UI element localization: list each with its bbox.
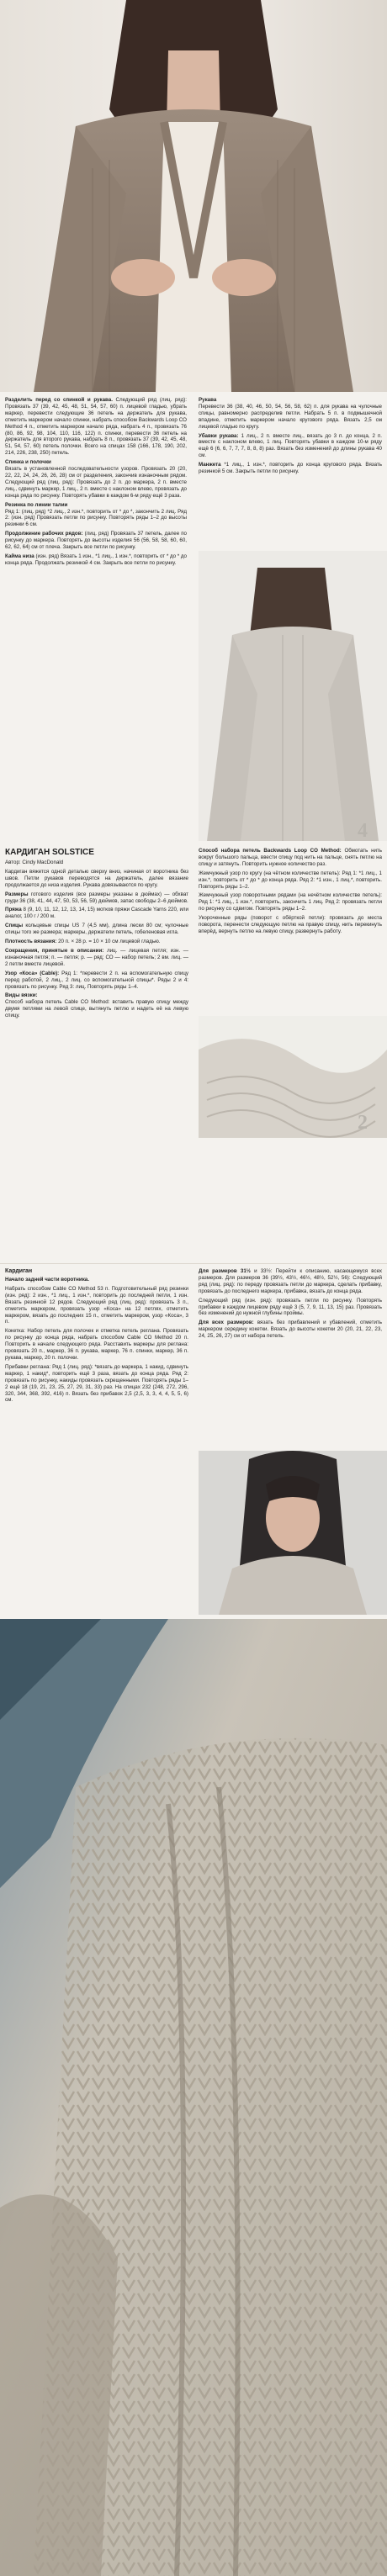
yarn-text: 8 (9, 10, 11, 12, 12, 13, 14, 15) мотков пряжи Cascade Yarns 220, или аналог, 100 г / 200 м. [5,907,188,920]
section1-left-text: Следующий ряд (лиц. ряд): Провязать 37 (39, 42, 45, 48, 51, 54, 57, 60) п. лицевой гладью, убрать маркер, перевести следующие 36 петель на держатель для рукава, отметить маркером начало спинки, набрать способом Backwards Loop CO Method 4 п., отметить маркером начало ряда, набрать 4 п., провязать 76 (80, 86, 92, 98, 104, 110, 116, 122) п. спинки, перевести 36 петель на держатель для второго рукава, набрать 8 п., провязать 37 (39, 42, 45, 48, 51, 54, 57, 60) петель полочки. Всего на спицах 158 (166, 178, 190, 202, 214, 226, 238, 250) петель. [5,397,187,457]
abbr-heading: Сокращения, принятые в описании: [5,947,104,954]
knit-texture-photo [0,1619,387,2576]
all-sizes-heading: Для всех размеров: [199,1320,254,1326]
cable-heading: Узор «Коса» (Cable): [5,970,60,976]
manzheta-text: *1 лиц., 1 изн.*, повторить до конца кругового ряда. Вязать резинкой 5 см. Закрыть петли по рисунку. [199,462,382,475]
section1-left-heading: Разделить перед со спинкой и рукава. [5,397,113,403]
increase-text: Следующий ряд (изн. ряд): провязать петли по рисунку. Повторять прибавки в каждом лицевом ряду ещё 3 (5, 7, 9, 11, 13, 15) раз. Провязать без изменений до нужной глубины проймы. [199,1297,382,1317]
pattern-title: КАРДИГАН SOLSTICE [5,848,94,857]
kaima-heading: Кайма низа [5,553,34,559]
cable-text: Ряд 1: *перевести 2 п. на вспомогательную спицу перед работой, 2 лиц., 2 лиц. со вспомогательной спицы*. Ряды 2 и 4: провязать по рисунку. Ряд 3: лиц. Повторять ряды 1–4. [5,970,188,990]
section3-right-column [199,1268,382,1445]
final-text: (лиц. ряд) Провязать 37 петель, далее по рисунку до маркера. Повторять до высоты изделия 56 (56, 58, 58, 60, 60, 62, 62, 64) см от плеча. Закрыть все петли по рисунку. [5,531,187,551]
manzheta-heading: Манжета [199,462,221,468]
kaima-text: (изн. ряд) Вязать 1 изн., *1 лиц., 1 изн.*, повторить от * до * до конца ряда. Продолжать резинкой 4 см. Закрыть все петли по рисунку. [5,553,187,566]
sizes-text: готового изделия (все размеры указаны в дюймах) — обхват груди 36 (38, 41, 44, 47, 50, 53, 56, 59) дюймов, запас свободы 2–6 дюймов. [5,891,188,904]
all-sizes-text: вязать без прибавлений и убавлений, отметить маркером середину кокетки. Вязать до высоты кокетки 20 (20, 21, 22, 23, 24, 25, 26, 27) см от набора петель. [199,1320,382,1340]
abbr-text: лиц. — лицевая петля; изн. — изнаночная петля; п. — петля; р. — ряд; СО — набор петель; 2 вм. лиц. — 2 петли вместе лицевой. [5,947,188,967]
right-text-2: Жемчужный узор по кругу (на чётном количестве петель): Ряд 1: *1 лиц., 1 изн.*, повторить от * до * до конца ряда. Ряд 2: *1 изн., 1 лиц.*, повторить. Повторять ряды 1–2. [199,870,382,890]
divider [0,1263,387,1264]
yarn-heading: Пряжа [5,907,22,913]
needles-heading: Спицы [5,923,24,929]
section1-right-text: Перевести 36 (38, 40, 46, 50, 54, 56, 58, 62) п. для рукава на чулочные спицы, равномерно распределив петли. Набрать 5 п. в подмышечной впадине, отметить маркером начало кругового ряда. Вязать 2,5 см лицевой гладью по кругу. [199,403,382,430]
section2-left-column [5,848,188,1260]
collar-text: Набрать способом Cable CO Method 53 п. Подготовительный ряд резинки (изн. ряд): 2 изн., *1 лиц., 1 изн.*, повторить до последней петли, 1 изн. Вязать резинкой 12 рядов. Следующий ряд (лиц. ряд): провязать 3 п., отметить маркером, провязать узор «Коса» на 12 петлях, отметить маркером, вязать до последних 15 п., отметить маркером, узор «Коса», 3 п. [5,1285,188,1325]
model-photo-portrait [199,1451,387,1615]
right-heading: Способ набора петель Backwards Loop CO Method: [199,848,342,854]
section3-left-column [5,1268,188,1613]
raglan-text: Прибавки реглана: Ряд 1 (лиц. ряд): *вязать до маркера, 1 накид, сдвинуть маркер, 1 накид*, повторить ещё 3 раза, вязать до конца ряда. Ряд 2: провязать по рисунку, накиды провязать скрещенными. Повторять ряды 1–2 ещё 18 (19, 21, 23, 25, 27, 29, 31, 33) раз. На спицах 232 (248, 272, 296, 320, 344, 368, 392, 416) п. Вязать без прибавок 2,5 (2,5, 3, 3, 4, 4, 5, 5, 6) см. [5,1363,188,1404]
pattern-text: Ряд 1: (лиц. ряд) *2 лиц., 2 изн.*, повторить от * до *, закончить 2 лиц. Ряд 2: (изн. ряд) Провязать петли по рисунку. Повторять ряды 1–2 до высоты резинки 6 см. [5,508,187,528]
section2-right-column [199,848,382,1012]
right-text-3: Жемчужный узор поворотными рядами (на нечётном количестве петель): Ряд 1: *1 лиц., 1 изн.*, повторить, закончить 1 лиц. Ряд 2: провязать петли по рисунку со сдвигом. Повторять ряды 1–2. [199,892,382,912]
section1-right-heading: Рукава [199,397,217,403]
page-number-2: 2 [358,1112,368,1134]
model-photo-front [0,0,387,392]
spinka-text: Вязать в установленной последовательности узоров. Провязать 20 (20, 22, 22, 24, 24, 26, 26, 28) см от разделения, закончив изнаночным рядом. Следующий ряд (лиц. ряд): Провязать до 2 п. до маркера, 2 п. вместе лиц., сдвинуть маркер, 1 лиц., 2 п. вместе с наклоном влево, провязать до конца ряда по рисунку. Повторять убавки в каждом 6-м ряду ещё 3 раза. [5,466,187,499]
right-text-4: Укороченные ряды (поворот с обёрткой петли): провязать до места поворота, перенести следующую петлю на правую спицу, нить перекинуть вперёд, вернуть петлю на левую спицу, развернуть работу. [199,915,382,934]
ubavki-heading: Убавки рукава: [199,432,239,439]
final-heading: Продолжение рабочих рядов: [5,531,83,537]
model-photo-back [199,551,387,841]
cardigan-heading: Кардиган [5,1268,33,1274]
sizes-heading: Размеры [5,891,29,897]
section1-right-column [199,397,382,548]
small-sizes-text: и 33½: Перейти к описанию, касающемуся всех размеров. Для размеров 36 (39½, 43½, 46½, 48½, 52½, 56): Следующий ряд (лиц. ряд): по переду провязать петли до маркера, сделать прибавку, провязать до последнего маркера, прибавка, вязать до конца ряда. [199,1268,382,1294]
pattern-heading: Резинка по линии талии [5,501,68,508]
needles-text: кольцевые спицы US 7 (4,5 мм), длина лески 80 см; чулочные спицы того же размера; маркеры, держатели петель, гобеленовая игла. [5,923,188,936]
page-number-4: 4 [358,820,368,842]
right-text: Обмотать нить вокруг большого пальца, ввести спицу под нить на пальце, снять петлю на спицу и затянуть. Повторить нужное количество раз. [199,848,382,867]
seam-heading: Виды вязки: [5,992,38,999]
gauge-text: 20 п. × 28 р. = 10 × 10 см лицевой гладью. [58,939,161,945]
small-sizes-heading: Для размеров 31½ [199,1268,251,1274]
pattern-author: Автор: Cindy MacDonald [5,860,64,865]
seam-text: Способ набора петель Cable CO Method: вставить правую спицу между двумя петлями на левой спице, вытянуть петлю и надеть её на левую спицу. [5,999,188,1019]
gauge-heading: Плотность вязания: [5,939,57,945]
spinka-heading: Спинка и полочки [5,459,51,466]
pattern-intro: Кардиган вяжется одной деталью сверху вниз, начиная от воротника без швов. Петли рукавов переводятся на держатель, далее вязание продолжается до низа изделия. Рукава довязываются по кругу. [5,868,188,888]
yoke-text: Кокетка: Набор петель для полочек и отметка петель реглана. Провязать по рисунку до конца ряда, набрать способом Cable CO Method 20 п. Повторить в начале следующего ряда. Расставить маркеры для реглана: провязать 20 п., маркер, 36 п. рукава, маркер, 76 п. спинки, маркер, 36 п. рукава, маркер, 20 п. полочки. [5,1328,188,1361]
collar-subheading: Начало задней части воротника. [5,1277,89,1283]
ubavki-text: 1 лиц., 2 п. вместе лиц., вязать до 3 п. до конца, 2 п. вместе с наклоном влево, 1 лиц. Повторять убавки в каждом 10-м ряду ещё 6 (6, 6, 7, 7, 7, 8, 8, 8) раз. Вязать без изменений до длины рукава 40 см. [199,432,382,459]
section1-left-column [5,397,187,683]
